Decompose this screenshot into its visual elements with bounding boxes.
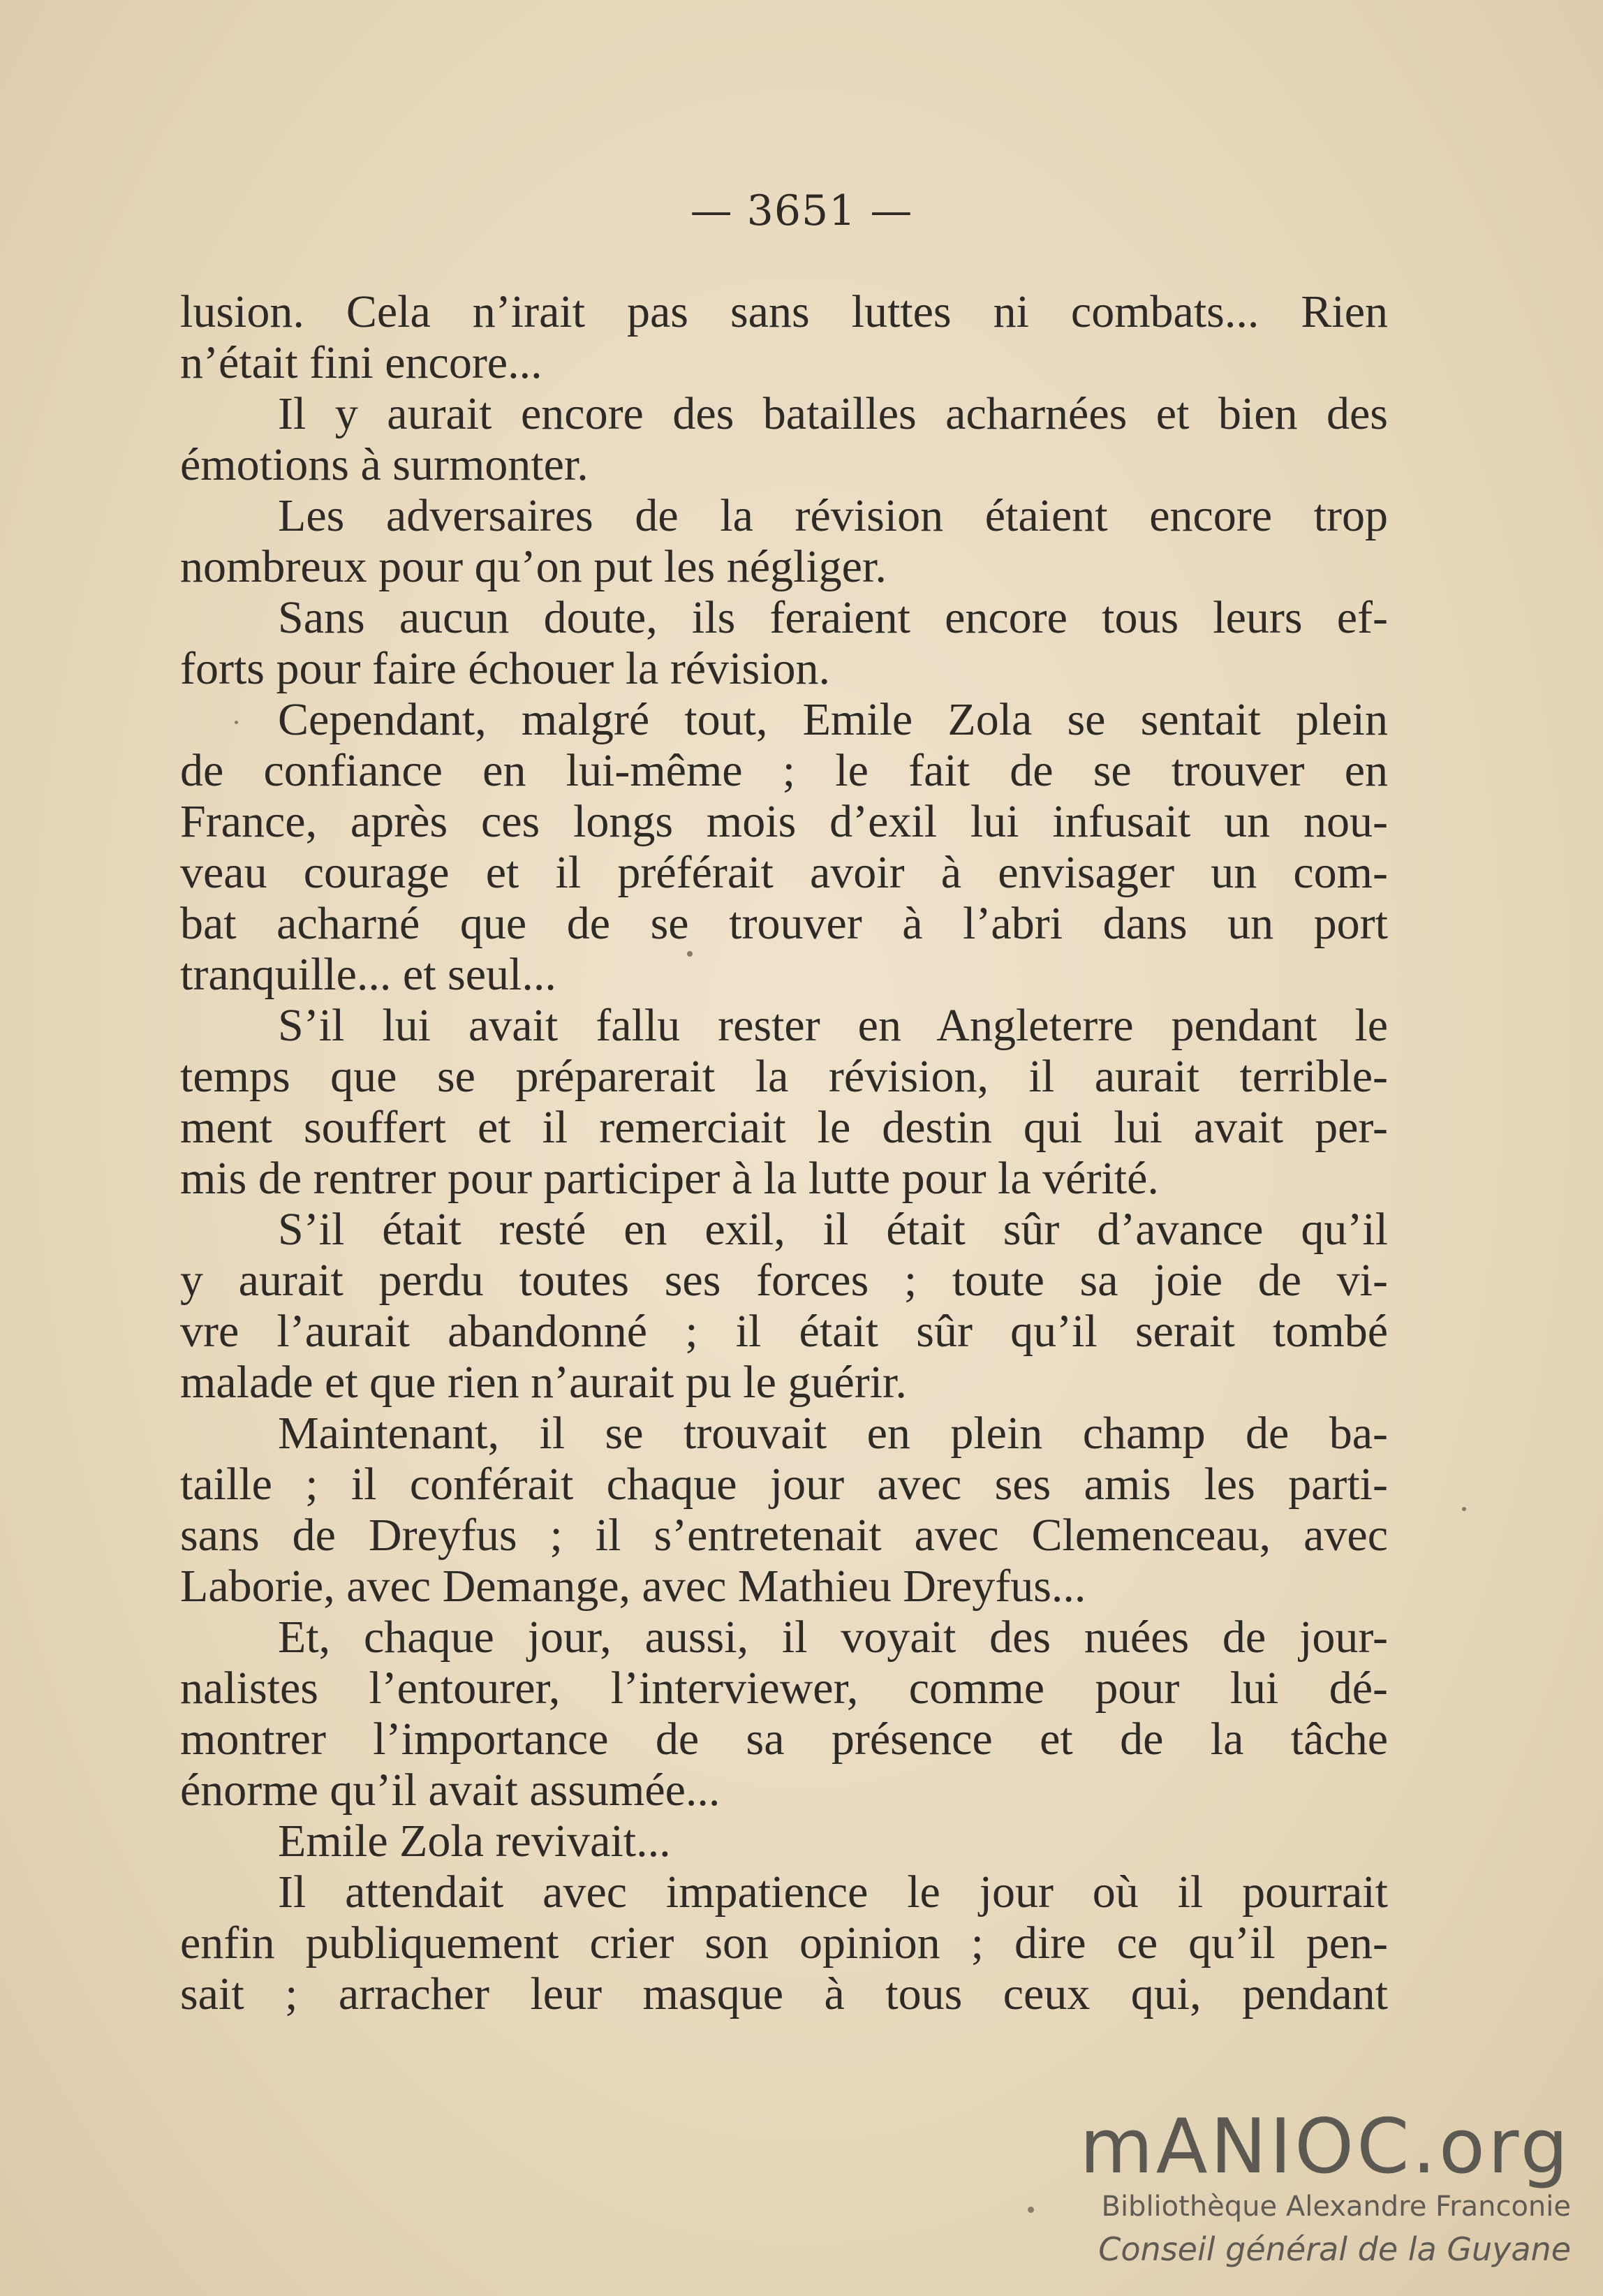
- text-line: Maintenant, il se trouvait en plein champ de ba-: [278, 1408, 1388, 1459]
- text-line: malade et que rien n’aurait pu le guérir.: [180, 1357, 907, 1408]
- paragraph: [180, 592, 1388, 694]
- paragraph: [180, 286, 1388, 388]
- text-line: enfin publiquement crier son opinion ; dire ce qu’il pen-: [180, 1918, 1388, 1968]
- text-line: n’était fini encore...: [180, 337, 542, 388]
- text-line: S’il était resté en exil, il était sûr d’avance qu’il: [278, 1204, 1388, 1255]
- paragraph: [180, 1867, 1388, 2019]
- text-line: lusion. Cela n’irait pas sans luttes ni combats... Rien: [180, 286, 1388, 337]
- text-line: vre l’aurait abandonné ; il était sûr qu’il serait tombé: [180, 1306, 1388, 1357]
- text-line: Emile Zola revivait...: [278, 1816, 671, 1867]
- text-line: sans de Dreyfus ; il s’entretenait avec Clemenceau, avec: [180, 1510, 1388, 1561]
- text-line: énorme qu’il avait assumée...: [180, 1765, 721, 1816]
- page-number: — 3651 —: [690, 186, 913, 235]
- text-line: temps que se préparerait la révision, il aurait terrible-: [180, 1051, 1388, 1102]
- text-line: de confiance en lui-même ; le fait de se trouver en: [180, 745, 1388, 796]
- paragraph: [180, 490, 1388, 592]
- text-line: nombreux pour qu’on put les négliger.: [180, 541, 887, 592]
- text-line: S’il lui avait fallu rester en Angleterre pendant le: [278, 1000, 1388, 1051]
- paper-speck: [1028, 2207, 1034, 2213]
- text-line: Les adversaires de la révision étaient encore trop: [278, 490, 1388, 541]
- text-line: Et, chaque jour, aussi, il voyait des nuées de jour-: [278, 1612, 1388, 1663]
- council-name: Conseil général de la Guyane: [1098, 2230, 1571, 2268]
- paragraph: [180, 694, 1388, 1000]
- text-line: veau courage et il préférait avoir à envisager un com-: [180, 847, 1388, 898]
- paragraph: [180, 388, 1388, 490]
- text-line: Il y aurait encore des batailles acharnées et bien des: [278, 388, 1388, 439]
- paper-speck: [687, 951, 693, 957]
- paper-speck: [1462, 1507, 1466, 1511]
- text-line: Il attendait avec impatience le jour où il pourrait: [278, 1867, 1388, 1918]
- text-line: Cependant, malgré tout, Emile Zola se sentait plein: [278, 694, 1388, 745]
- text-line: bat acharné que de se trouver à l’abri dans un port: [180, 898, 1388, 949]
- text-line: montrer l’importance de sa présence et de la tâche: [180, 1714, 1388, 1765]
- text-line: France, après ces longs mois d’exil lui infusait un nou-: [180, 796, 1388, 847]
- text-line: ment souffert et il remerciait le destin qui lui avait per-: [180, 1102, 1388, 1153]
- text-line: tranquille... et seul...: [180, 949, 556, 1000]
- paragraph: [180, 1408, 1388, 1612]
- watermark: [1054, 2103, 1571, 2271]
- text-line: émotions à surmonter.: [180, 439, 589, 490]
- text-line: nalistes l’entourer, l’interviewer, comme pour lui dé-: [180, 1663, 1388, 1714]
- paragraph: [180, 1000, 1388, 1204]
- paragraph: [180, 1816, 1388, 1867]
- text-line: sait ; arracher leur masque à tous ceux qui, pendant: [180, 1968, 1388, 2019]
- body-text: [180, 286, 1388, 2019]
- library-name: Bibliothèque Alexandre Franconie: [1101, 2191, 1571, 2223]
- text-line: forts pour faire échouer la révision.: [180, 643, 830, 694]
- paper-speck: [235, 721, 238, 724]
- text-line: Laborie, avec Demange, avec Mathieu Dreyfus...: [180, 1561, 1086, 1612]
- manioc-logo: mANIOC.org: [1079, 2103, 1571, 2191]
- text-line: y aurait perdu toutes ses forces ; toute sa joie de vi-: [180, 1255, 1388, 1306]
- paragraph: [180, 1612, 1388, 1816]
- text-line: taille ; il conférait chaque jour avec ses amis les parti-: [180, 1459, 1388, 1510]
- text-line: mis de rentrer pour participer à la lutte pour la vérité.: [180, 1153, 1159, 1204]
- text-line: Sans aucun doute, ils feraient encore tous leurs ef-: [278, 592, 1388, 643]
- paragraph: [180, 1204, 1388, 1408]
